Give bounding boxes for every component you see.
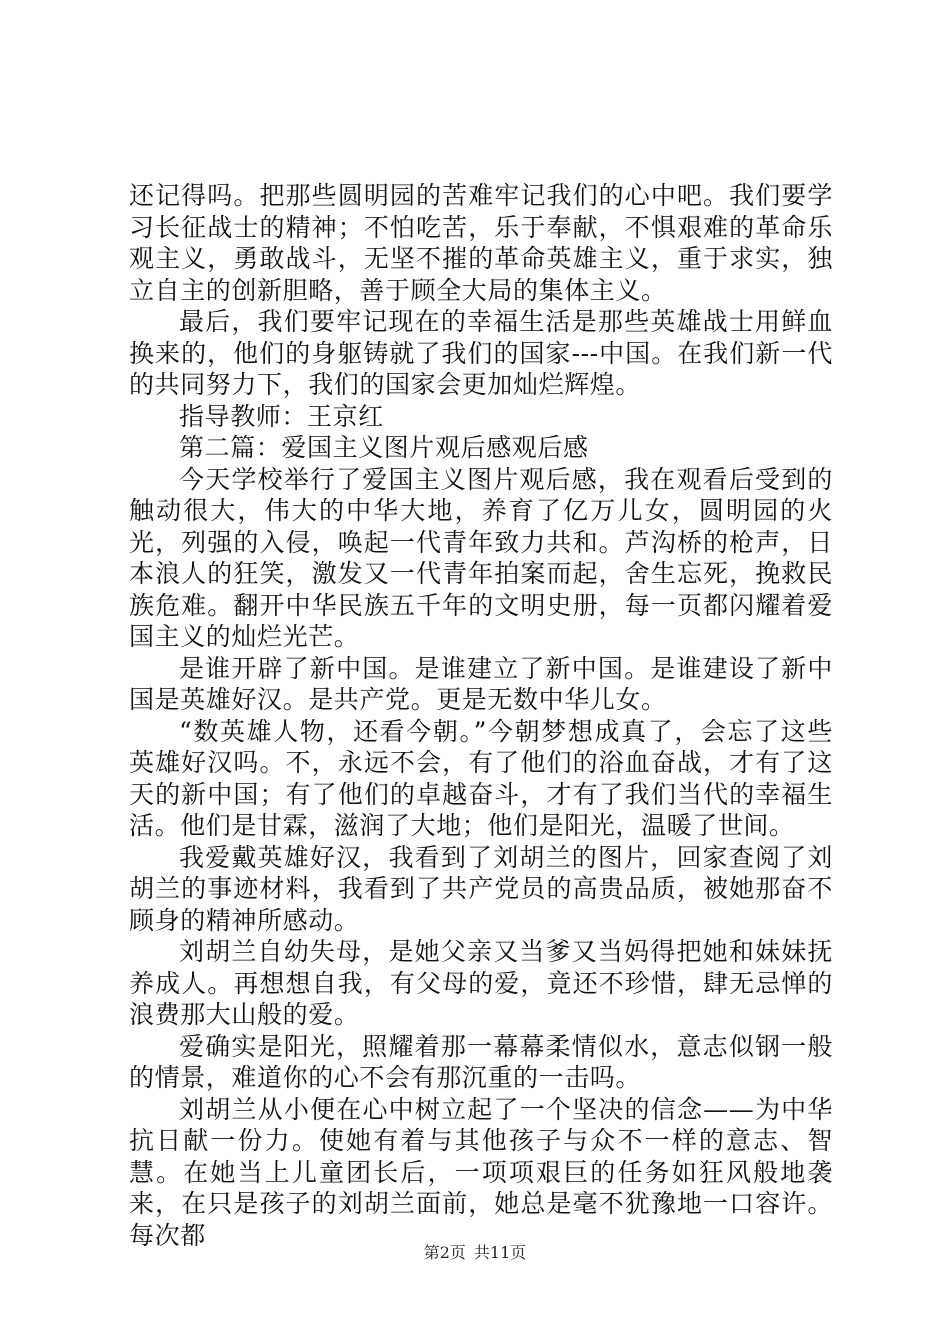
paragraph-7: “数英雄人物，还看今朝。”今朝梦想成真了，会忘了这些英雄好汉吗。不，永远不会，有了他们的浴血奋战，才有了这天的新中国；有了他们的卓越奋斗，才有了我们当代的幸福生活。他们是甘霖，滋润了大地；他们是阳光，温暖了世间。	[129, 716, 833, 840]
paragraph-10: 爱确实是阳光，照耀着那一幕幕柔情似水，意志似钢一般的情景，难道你的心不会有那沉重的一击吗。	[129, 1031, 833, 1092]
paragraph-8: 我爱戴英雄好汉，我看到了刘胡兰的图片，回家查阅了刘胡兰的事迹材料，我看到了共产党员的高贵品质，被她那奋不顾身的精神所感动。	[129, 842, 833, 935]
page-total: 共11页	[473, 1243, 527, 1262]
paragraph-11: 刘胡兰从小便在心中树立起了一个坚决的信念——为中华抗日献一份力。使她有着与其他孩子与众不一样的意志、智慧。在她当上儿童团长后，一项项艰巨的任务如狂风般地袭来，在只是孩子的刘胡兰面前，她总是毫不犹豫地一口容许。每次都	[129, 1094, 833, 1250]
advisor-line: 指导教师：王京红	[179, 401, 384, 431]
paragraph-2: 最后，我们要牢记现在的幸福生活是那些英雄战士用鲜血换来的，他们的身躯铸就了我们的国家---中国。在我们新一代的共同努力下，我们的国家会更加灿烂辉煌。	[129, 307, 833, 399]
page-number: 第2页	[423, 1243, 466, 1262]
paragraph-6: 是谁开辟了新中国。是谁建立了新中国。是谁建设了新中国是英雄好汉。是共产党。更是无数中华儿女。	[129, 653, 833, 714]
document-body	[129, 180, 833, 1251]
page-footer	[0, 1240, 950, 1263]
paragraph-1: 还记得吗。把那些圆明园的苦难牢记我们的心中吧。我们要学习长征战士的精神；不怕吃苦，乐于奉献，不惧艰难的革命乐观主义，勇敢战斗，无坚不摧的革命英雄主义，重于求实，独立自主的创新胆略，善于顾全大局的集体主义。	[129, 181, 833, 305]
section-heading: 第二篇：爱国主义图片观后感观后感	[179, 433, 589, 462]
paragraph-5: 今天学校举行了爱国主义图片观后感，我在观看后受到的触动很大，伟大的中华大地，养育了亿万儿女，圆明园的火光，列强的入侵，唤起一代青年致力共和。芦沟桥的枪声，日本浪人的狂笑，激发又一代青年拍案而起，舍生忘死，挽救民族危难。翻开中华民族五千年的文明史册，每一页都闪耀着爱国主义的灿烂光芒。	[129, 464, 833, 651]
paragraph-9: 刘胡兰自幼失母，是她父亲又当爹又当妈得把她和妹妹抚养成人。再想想自我，有父母的爱，竟还不珍惜，肆无忌惮的浪费那大山般的爱。	[129, 937, 833, 1029]
